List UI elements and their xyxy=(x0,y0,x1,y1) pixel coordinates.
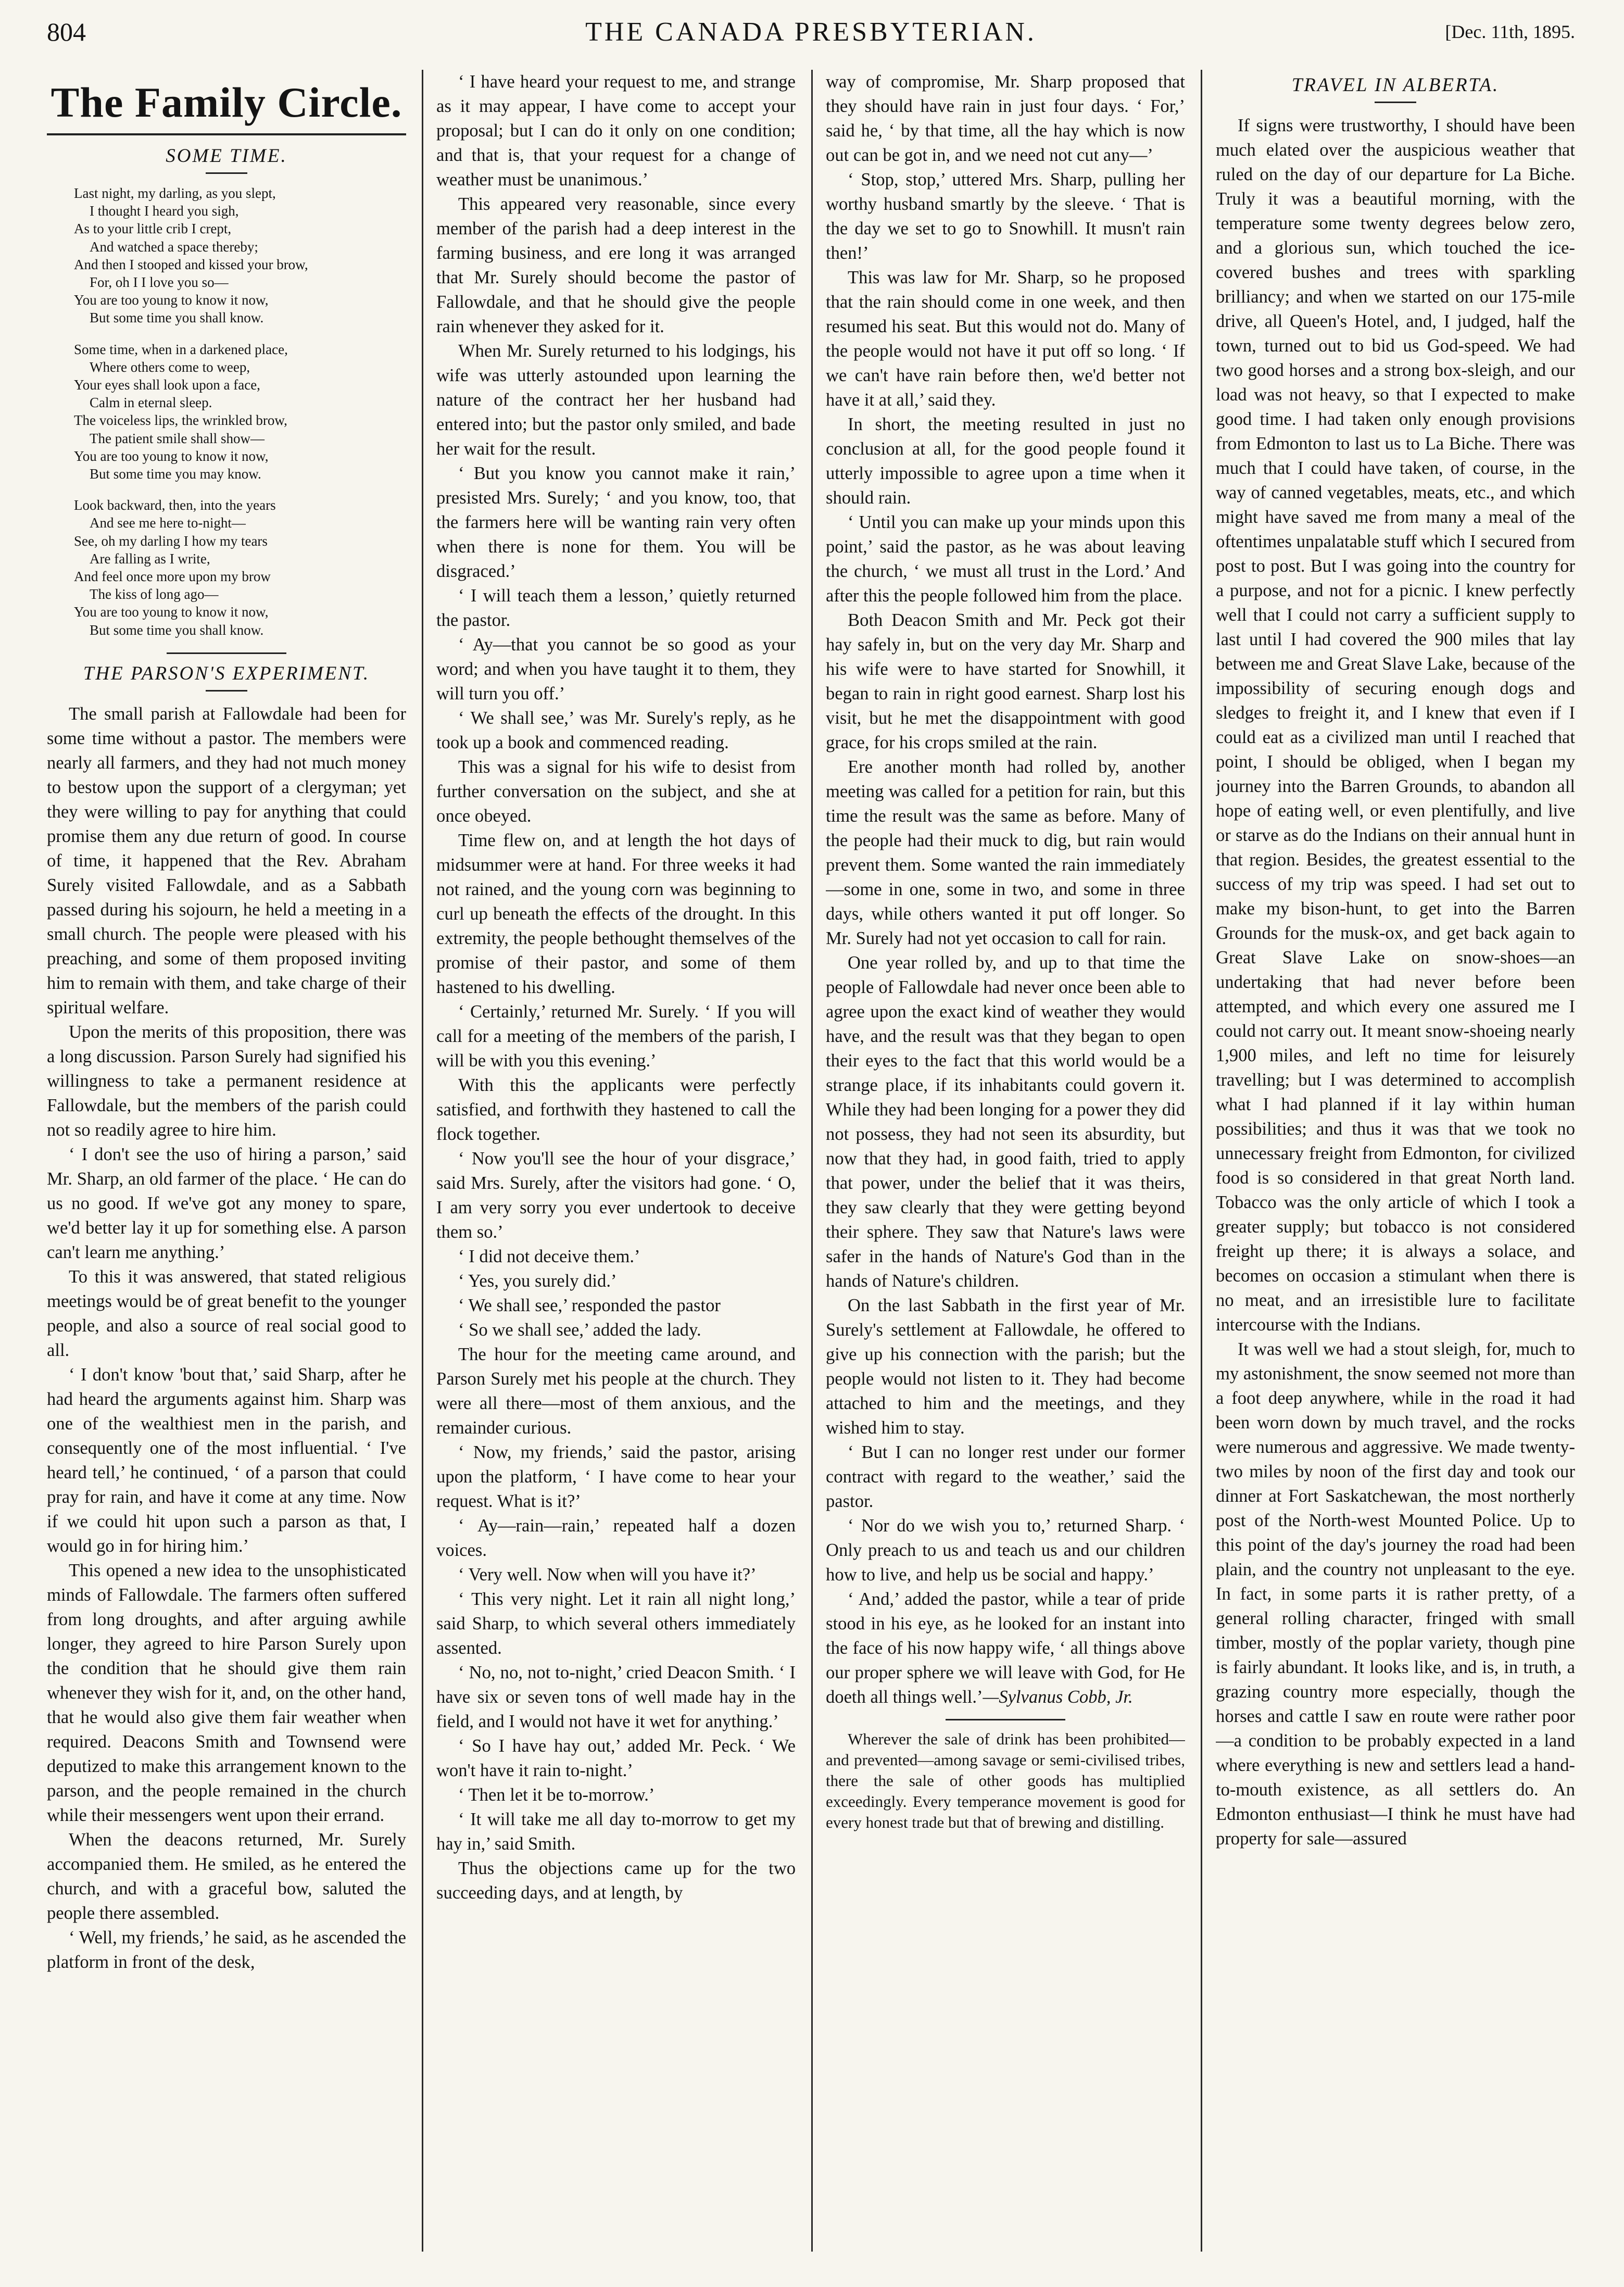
section-rule xyxy=(206,690,247,692)
story-paragraph: ‘ Now, my friends,’ said the pastor, arising upon the platform, ‘ I have come to hear your request. What is it?’ xyxy=(436,1442,796,1511)
story-paragraph: ‘ Yes, you surely did.’ xyxy=(458,1271,617,1291)
story-paragraph: ‘ Stop, stop,’ uttered Mrs. Sharp, pulling her worthy husband smartly by the sleeve. ‘ That is the day we set to go to Snowhill. It musn't rain then!’ xyxy=(826,170,1185,263)
poem-line: See, oh my darling I how my tears xyxy=(74,533,268,549)
poem-line: Where others come to weep, xyxy=(90,359,250,375)
publication-title: THE CANADA PRESBYTERIAN. xyxy=(585,17,1037,47)
poem-line: You are too young to know it now, xyxy=(74,604,269,620)
story-paragraph: Thus the objections came up for the two succeeding days, and at length, by xyxy=(436,1858,796,1903)
story-paragraph: ‘ Well, my friends,’ he said, as he ascended the platform in front of the desk, xyxy=(47,1927,406,1972)
poem-line: But some time you may know. xyxy=(90,466,261,482)
title-rule xyxy=(47,133,406,135)
section-rule xyxy=(167,652,286,654)
section-rule xyxy=(946,1719,1065,1720)
poem-line: Are falling as I write, xyxy=(90,550,210,567)
story-paragraph: ‘ I did not deceive them.’ xyxy=(458,1247,640,1266)
story-paragraph: ‘ Now you'll see the hour of your disgrace,’ said Mrs. Surely, after the visitors had gone. ‘ O, I am very sorry you ever undertook to deceive them so.’ xyxy=(436,1149,796,1242)
story-paragraph: This opened a new idea to the unsophisticated minds of Fallowdale. The farmers often suffered from long droughts, and after arguing awhile longer, they agreed to hire Parson Surely upon the condition that he should give them rain whenever they wish for it, and, on the other hand, that he would also give them fair weather when required. Deacons Smith and Townsend were deputized to make this arrangement known to the parson, and the people remained in the church while their messengers went upon their errand. xyxy=(47,1560,406,1825)
poem-line: The voiceless lips, the wrinkled brow, xyxy=(74,412,287,429)
article-title: TRAVEL IN ALBERTA. xyxy=(1291,74,1500,96)
story-paragraph: ‘ This very night. Let it rain all night long,’ said Sharp, to which several others immediately assented. xyxy=(436,1589,796,1658)
poem-stanza xyxy=(74,184,406,327)
column-1 xyxy=(47,70,406,2257)
story-paragraph: ‘ But I can no longer rest under our former contract with regard to the weather,’ said the pastor. xyxy=(826,1442,1185,1511)
story-paragraph: ‘ No, no, not to-night,’ cried Deacon Smith. ‘ I have six or seven tons of well made hay in the field, and I would not have it wet for anything.’ xyxy=(436,1663,796,1731)
story-paragraph: ‘ We shall see,’ was Mr. Surely's reply, as he took up a book and commenced reading. xyxy=(436,708,796,752)
poem-line: Calm in eternal sleep. xyxy=(90,395,212,411)
masthead xyxy=(47,14,1575,61)
story-paragraph: ‘ Nor do we wish you to,’ returned Sharp. ‘ Only preach to us and teach us and our children how to live, and help us be social and happy.’ xyxy=(826,1516,1185,1585)
column-4 xyxy=(1216,70,1575,2257)
story-paragraph: ‘ So I have hay out,’ added Mr. Peck. ‘ We won't have it rain to-night.’ xyxy=(436,1736,796,1780)
poem-line: The patient smile shall show— xyxy=(90,430,265,446)
note-paragraph: Wherever the sale of drink has been prohibited—and prevented—among savage or semi-civilised tribes, there the sale of other goods has multiplied exceedingly. Every temperance movement is good for every honest trade but that of brewing and distilling. xyxy=(826,1730,1185,1831)
poem-line: And watched a space thereby; xyxy=(90,238,258,255)
author-signature: —Sylvanus Cobb, Jr. xyxy=(983,1687,1133,1707)
poem-line: Some time, when in a darkened place, xyxy=(74,341,288,357)
story-paragraph: Both Deacon Smith and Mr. Peck got their hay safely in, but on the very day Mr. Sharp and his wife were to have started for Snowhill, it began to rain in right good earnest. Sharp lost his visit, but he met the disappointment with good grace, for his crops smiled at the rain. xyxy=(826,610,1185,752)
poem-line: But some time you shall know. xyxy=(90,310,264,326)
column-divider xyxy=(422,70,423,2252)
story-paragraph: The hour for the meeting came around, and Parson Surely met his people at the church. They were all there—most of them anxious, and the remainder curious. xyxy=(436,1344,796,1438)
story-paragraph: ‘ Ay—that you cannot be so good as your word; and when you have taught it to them, they will turn you off.’ xyxy=(436,635,796,703)
poem-line: As to your little crib I crept, xyxy=(74,221,232,237)
poem-line: I thought I heard you sigh, xyxy=(90,203,239,219)
newspaper-page xyxy=(47,14,1575,2268)
story-text: ‘ And,’ added the pastor, while a tear of pride stood in his eye, as he looked for an instant into the face of his now happy wife, ‘ all things above our proper sphere we will leave with God, for He doeth all things well.’ xyxy=(826,1589,1185,1707)
story-paragraph: ‘ I don't know 'bout that,’ said Sharp, after he had heard the arguments against him. Sharp was one of the wealthiest men in the parish, and consequently one of the most influential. ‘ I've heard tell,’ he continued, ‘ of a parson that could pray for rain, and have it come at any time. Now if we could hit upon such a parson as that, I would go in for hiring him.’ xyxy=(47,1364,406,1556)
story-paragraph: ‘ I will teach them a lesson,’ quietly returned the pastor. xyxy=(436,586,796,630)
poem-line: The kiss of long ago— xyxy=(90,586,219,602)
story-paragraph: ‘ I don't see the uso of hiring a parson,’ said Mr. Sharp, an old farmer of the place. ‘ He can do us no good. If we've got any money to spare, we'd better lay it up for something else. A parson can't learn me anything.’ xyxy=(47,1144,406,1262)
story-paragraph: ‘ I have heard your request to me, and strange as it may appear, I have come to accept your proposal; but I can do it only on one condition; and that is, that your request for a change of weather must be unanimous.’ xyxy=(436,72,796,190)
poem-line: Look backward, then, into the years xyxy=(74,497,276,513)
story-paragraph xyxy=(826,1587,1185,1710)
story-paragraph: Time flew on, and at length the hot days of midsummer were at hand. For three weeks it had not rained, and the young corn was beginning to curl up beneath the effects of the drought. In this extremity, the people bethought themselves of the promise of their pastor, and some of them hastened to his dwelling. xyxy=(436,831,796,997)
page-number: 804 xyxy=(47,17,86,46)
story-paragraph: With this the applicants were perfectly satisfied, and forthwith they hastened to call the flock together. xyxy=(436,1075,796,1144)
columns xyxy=(47,70,1575,2257)
story-paragraph: This appeared very reasonable, since every member of the parish had a deep interest in the farming business, and ere long it was arranged that Mr. Surely should become the pastor of Fallowdale, and that he should give the people rain whenever they asked for it. xyxy=(436,194,796,336)
family-circle-title: The Family Circle. xyxy=(51,79,402,126)
temperance-note xyxy=(826,1729,1185,1833)
story-paragraph: The small parish at Fallowdale had been for some time without a pastor. The members were nearly all farmers, and they had not much money to bestow upon the support of a clergyman; yet they were willing to pay for anything that could promise them any due return of good. In course of time, it happened that the Rev. Abraham Surely visited Fallowdale, and as a Sabbath passed during his sojourn, he held a meeting in a small church. The people were pleased with his preaching, and some of them proposed inviting him to remain with them, and take charge of their spiritual welfare. xyxy=(47,703,406,1017)
story-paragraph: ‘ So we shall see,’ added the lady. xyxy=(458,1320,701,1340)
story-paragraph: This was a signal for his wife to desist from further conversation on the subject, and she at once obeyed. xyxy=(436,757,796,826)
story-paragraph: ‘ We shall see,’ responded the pastor xyxy=(458,1296,721,1315)
poem-stanza xyxy=(74,341,406,483)
story-paragraph: Ere another month had rolled by, another meeting was called for a petition for rain, but this time the result was the same as before. Many of the people had their muck to dig, but rain would prevent them. Some wanted the rain immediately—some in one, some in two, and some in three days, while others wanted it put off longer. So Mr. Surely had not yet occasion to call for rain. xyxy=(826,757,1185,948)
story-paragraph: ‘ Then let it be to-morrow.’ xyxy=(458,1785,655,1805)
section-rule xyxy=(1375,102,1416,103)
poem-line: Your eyes shall look upon a face, xyxy=(74,377,260,393)
column-divider xyxy=(811,70,813,2252)
poem-line: Last night, my darling, as you slept, xyxy=(74,185,276,201)
article-paragraph: If signs were trustworthy, I should have been much elated over the auspicious weather that ruled on the day of our departure for La Biche. Truly it was a beautiful morning, with the temperature some twenty degrees below zero, and a glorious sun, which touched the ice-covered bushes and trees with sparkling brilliancy; and when we started on our 175-mile drive, all Queen's Hotel, and, I judged, half the town, turned out to bid us God-speed. We had two good horses and a strong box-sleigh, and our load was not heavy, so that I expected to make good time. I had taken only enough provisions from Edmonton to last us to La Biche. There was much that I could have taken, of course, in the way of canned vegetables, meats, etc., and which might have saved me from many a meal of the oftentimes unpalatable stuff which I secured from post to post. But I was going into the country for a purpose, and not for a picnic. I knew perfectly well that I could not carry a sufficient supply to last until I had covered the 900 miles that lay between me and Great Slave Lake, because of the impossibility of securing enough dogs and sledges to freight it, and I knew that even if I could eat as a civilized man until I reached that point, I should be obliged, when I began my journey into the Barren Grounds, to abandon all hope of eating well, or even plentifully, and live or starve as do the Indians on their annual hunt in that region. Besides, the greatest essential to the success of my trip was speed. I had set out to make my bison-hunt, to get into the Barren Grounds for the musk-ox, and get back again to Great Slave Lake on snow-shoes—an undertaking that had never before been attempted, and which every one assured me I could not carry out. It meant snow-shoeing nearly 1,900 miles, and left no time for leisurely travelling; but I was determined to accomplish what I had planned if it lay within human possibilities; and thus it was that we took no unnecessary freight from Edmonton, for civilized food is so considered in that great North land. Tobacco was the only article of which I took a greater supply; but tobacco is not considered freight up there; it is always a solace, and becomes on occasion a stimulant when there is no meat, and an irresistible lure to facilitate intercourse with the Indians. xyxy=(1216,116,1575,1335)
story-paragraph: ‘ Very well. Now when will you have it?’ xyxy=(458,1565,757,1585)
poem-line: And feel once more upon my brow xyxy=(74,569,271,585)
poem-line: You are too young to know it now, xyxy=(74,448,269,464)
poem-title: SOME TIME. xyxy=(166,145,287,167)
poem-line: For, oh I I love you so— xyxy=(90,274,229,291)
story-paragraph: ‘ Certainly,’ returned Mr. Surely. ‘ If you will call for a meeting of the members of the parish, I will be with you this evening.’ xyxy=(436,1002,796,1071)
column-3 xyxy=(826,70,1185,2257)
story-paragraph: way of compromise, Mr. Sharp proposed that they should have rain in just four days. ‘ For,’ said he, ‘ by that time, all the hay which is now out can be got in, and we need not cut any—’ xyxy=(826,72,1185,165)
story-paragraph: ‘ Until you can make up your minds upon this point,’ said the pastor, as he was about leaving the church, ‘ we must all trust in the Lord.’ And after this the people followed him from the place. xyxy=(826,512,1185,606)
poem-line: But some time you shall know. xyxy=(90,622,264,638)
story-paragraph: On the last Sabbath in the first year of Mr. Surely's settlement at Fallowdale, he offered to give up his connection with the parish; but the people would not listen to it. They had become attached to him and the meetings, and they wished him to stay. xyxy=(826,1296,1185,1438)
poem-line: And see me here to-night— xyxy=(90,515,246,531)
story-paragraph: Upon the merits of this proposition, there was a long discussion. Parson Surely had signified his willingness to take a permanent residence at Fallowdale, but the members of the parish could not so readily agree to hire him. xyxy=(47,1022,406,1140)
section-rule xyxy=(206,172,247,174)
story-paragraph: When the deacons returned, Mr. Surely accompanied them. He smiled, as he entered the church, and with a graceful bow, saluted the people there assembled. xyxy=(47,1829,406,1923)
story-paragraph: One year rolled by, and up to that time the people of Fallowdale had never once been able to agree upon the exact kind of weather they would have, and the result was that they began to open their eyes to the fact that this world would be a strange place, if its inhabitants could govern it. While they had been longing for a power they did not possess, they had not seen its absurdity, but now that they had, in good faith, tried to apply that power, under the belief that it was theirs, they saw clearly that they were getting beyond their sphere. They saw that Nature's laws were safer in the hands of Nature's God than in the hands of Nature's children. xyxy=(826,953,1185,1291)
story-paragraph: ‘ Ay—rain—rain,’ repeated half a dozen voices. xyxy=(436,1516,796,1560)
story-paragraph: This was law for Mr. Sharp, so he proposed that the rain should come in one week, and then resumed his seat. But this would not do. Many of the people would not have it put off so long. ‘ If we can't have rain before then, we'd better not have it at all,’ said they. xyxy=(826,268,1185,410)
column-2 xyxy=(436,70,796,2257)
story-paragraph: When Mr. Surely returned to his lodgings, his wife was utterly astounded upon learning the nature of the contract her her husband had entered into; but the pastor only smiled, and bade her wait for the result. xyxy=(436,341,796,459)
article-paragraph: It was well we had a stout sleigh, for, much to my astonishment, the snow seemed not more than a foot deep anywhere, while in the road it had been worn down by much travel, and the rocks were numerous and aggressive. We made twenty-two miles by noon of the first day and took our dinner at Fort Saskatchewan, the most northerly post of the North-west Mounted Police. Up to this point of the day's journey the road had been plain, and the country not unpleasant to the eye. In fact, in some parts it is rather pretty, of a general rolling character, fringed with small timber, mostly of the poplar variety, though pine is fairly abundant. It looks like, and is, in truth, a grazing country more especially, though the horses and cattle I saw en route were rather poor—a condition to be probably expected in a land where everything is new and settlers lead a hand-to-mouth existence, as all settlers do. An Edmonton enthusiast—I think he must have had property for sale—assured xyxy=(1216,1339,1575,1849)
story-paragraph: To this it was answered, that stated religious meetings would be of great benefit to the younger people, and also a source of real social good to all. xyxy=(47,1266,406,1360)
poem-line: You are too young to know it now, xyxy=(74,292,269,308)
poem-stanza xyxy=(74,496,406,639)
issue-date: [Dec. 11th, 1895. xyxy=(1445,21,1575,42)
story-paragraph: ‘ But you know you cannot make it rain,’ presisted Mrs. Surely; ‘ and you know, too, that the farmers here will be wanting rain very often when there is none for them. You will be disgraced.’ xyxy=(436,463,796,581)
poem-line: And then I stooped and kissed your brow, xyxy=(74,256,308,272)
story-paragraph: In short, the meeting resulted in just no conclusion at all, for the good people found it utterly impossible to agree upon a time when it should rain. xyxy=(826,414,1185,508)
column-divider xyxy=(1201,70,1202,2252)
story-title: THE PARSON'S EXPERIMENT. xyxy=(83,662,370,684)
story-paragraph: ‘ It will take me all day to-morrow to get my hay in,’ said Smith. xyxy=(436,1810,796,1854)
